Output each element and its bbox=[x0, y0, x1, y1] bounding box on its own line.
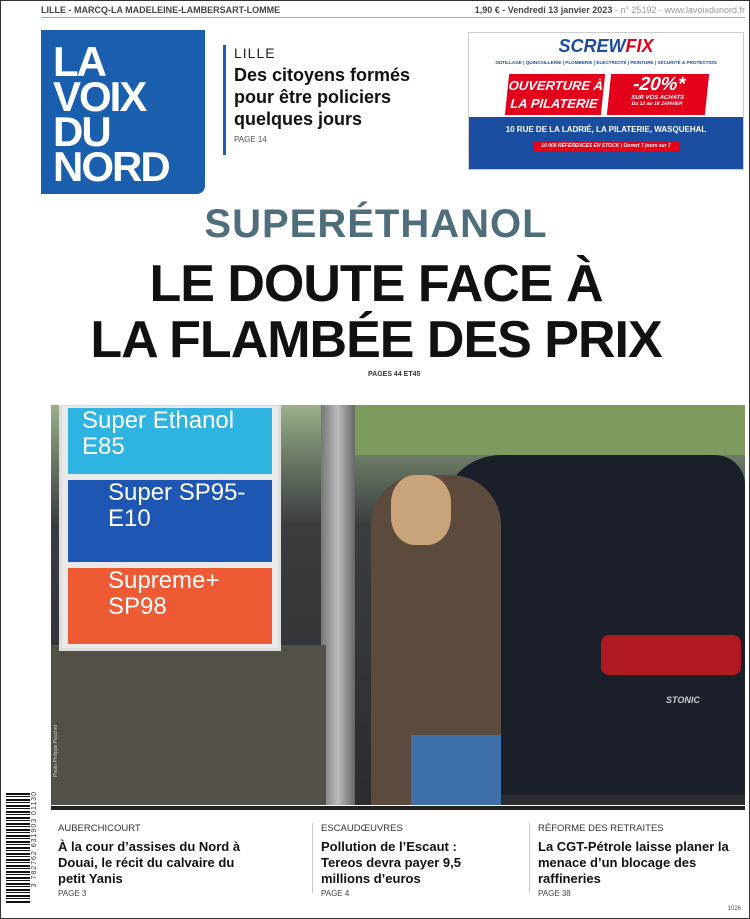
teaser-headline: Des citoyens formés pour être policiers quelques jours bbox=[234, 65, 411, 129]
person bbox=[371, 475, 501, 805]
logo-text: LA bbox=[53, 38, 105, 85]
fuel-price-sign bbox=[59, 405, 281, 651]
ad-opening: OUVERTURE À LA PILATERIE bbox=[505, 74, 605, 115]
story-kicker: ESCAUDŒUVRES bbox=[321, 823, 403, 834]
pump-base bbox=[51, 645, 326, 805]
story-headline: La CGT-Pétrole laisse planer la menace d’un blocage des raffineries bbox=[538, 839, 729, 886]
car-taillight bbox=[601, 635, 741, 675]
story-2[interactable] bbox=[321, 823, 491, 898]
divider bbox=[51, 806, 745, 810]
photo-credit: Photo Philippe Pauchet bbox=[53, 725, 59, 777]
teaser-kicker: LILLE bbox=[234, 45, 276, 61]
story-kicker: AUBERCHICOURT bbox=[58, 823, 141, 834]
ad-discount-box bbox=[607, 74, 709, 115]
newspaper-logo bbox=[41, 30, 205, 194]
ad-categories: OUTILLAGE | QUINCAILLERIE | PLOMBERIE | ÉLECTRICITÉ | PEINTURE | SÉCURITÉ & PROTECTION bbox=[495, 60, 717, 65]
story-3[interactable] bbox=[538, 823, 743, 898]
headline-line: LA FLAMBÉE DES PRIX bbox=[90, 311, 662, 369]
ad-address: 10 RUE DE LA LADRIÉ, LA PILATERIE, WASQUEHAL bbox=[505, 125, 707, 134]
column-divider bbox=[529, 823, 530, 893]
page-code: 1026 bbox=[727, 906, 741, 912]
advertisement[interactable] bbox=[468, 32, 744, 170]
story-page: PAGE 4 bbox=[321, 889, 350, 898]
sign-e85: Super Ethanol E85 bbox=[68, 408, 272, 474]
story-headline: À la cour d’assises du Nord à Douai, le récit du calvaire du petit Yanis bbox=[58, 839, 241, 886]
story-1[interactable] bbox=[58, 823, 258, 898]
brand-a: SCREW bbox=[558, 36, 626, 56]
car-badge: STONIC bbox=[666, 695, 700, 705]
sign-sp98: Supreme+ SP98 bbox=[68, 568, 272, 644]
ad-discount: -20%* bbox=[632, 74, 687, 95]
edition-label: LILLE - MARCQ-LA MADELEINE-LAMBERSART-LOMME bbox=[41, 5, 281, 15]
main-headline[interactable] bbox=[1, 256, 750, 368]
ad-discount-sub: SUR VOS ACHATS bbox=[630, 95, 685, 101]
story-kicker: RÉFORME DES RETRAITES bbox=[538, 823, 664, 834]
barcode bbox=[6, 793, 30, 903]
teaser-page: PAGE 14 bbox=[234, 135, 267, 144]
column-divider bbox=[312, 823, 313, 893]
brand-b: FIX bbox=[625, 36, 654, 56]
logo-text: NORD bbox=[53, 143, 169, 190]
pump-pole bbox=[321, 405, 355, 805]
price-date: 1,90 € - Vendredi 13 janvier 2023 bbox=[474, 5, 613, 15]
ad-stock: 10 000 RÉFÉRENCES EN STOCK | Ouvert 7 jours sur 7 bbox=[533, 141, 678, 151]
ad-dates: Du 12 au 18 JANVIER bbox=[631, 101, 683, 107]
logo-text: VOIX bbox=[53, 73, 146, 120]
story-headline: Pollution de l’Escaut : Tereos devra payer 9,5 millions d’euros bbox=[321, 839, 461, 886]
story-page: PAGE 38 bbox=[538, 889, 571, 898]
main-pages: PAGES 44 ET45 bbox=[368, 371, 421, 378]
story-page: PAGE 3 bbox=[58, 889, 87, 898]
main-photo bbox=[51, 405, 745, 805]
ad-footer bbox=[469, 117, 743, 169]
background-grass bbox=[351, 405, 745, 455]
logo-text: DU bbox=[53, 108, 110, 155]
person-jeans bbox=[411, 735, 501, 805]
edition-bar bbox=[41, 4, 745, 18]
headline-line: LE DOUTE FACE À bbox=[149, 255, 603, 313]
barcode-number: 3 782762 631903 01130 bbox=[31, 791, 38, 888]
top-teaser[interactable] bbox=[223, 45, 453, 155]
ad-brand-logo bbox=[469, 36, 743, 57]
person-head bbox=[391, 475, 451, 545]
issue-number: - n° 25192 - www.lavoixdunord.fr bbox=[612, 5, 745, 15]
main-kicker: SUPERÉTHANOL bbox=[204, 202, 548, 246]
sign-sp95: Super SP95-E10 bbox=[68, 480, 272, 562]
